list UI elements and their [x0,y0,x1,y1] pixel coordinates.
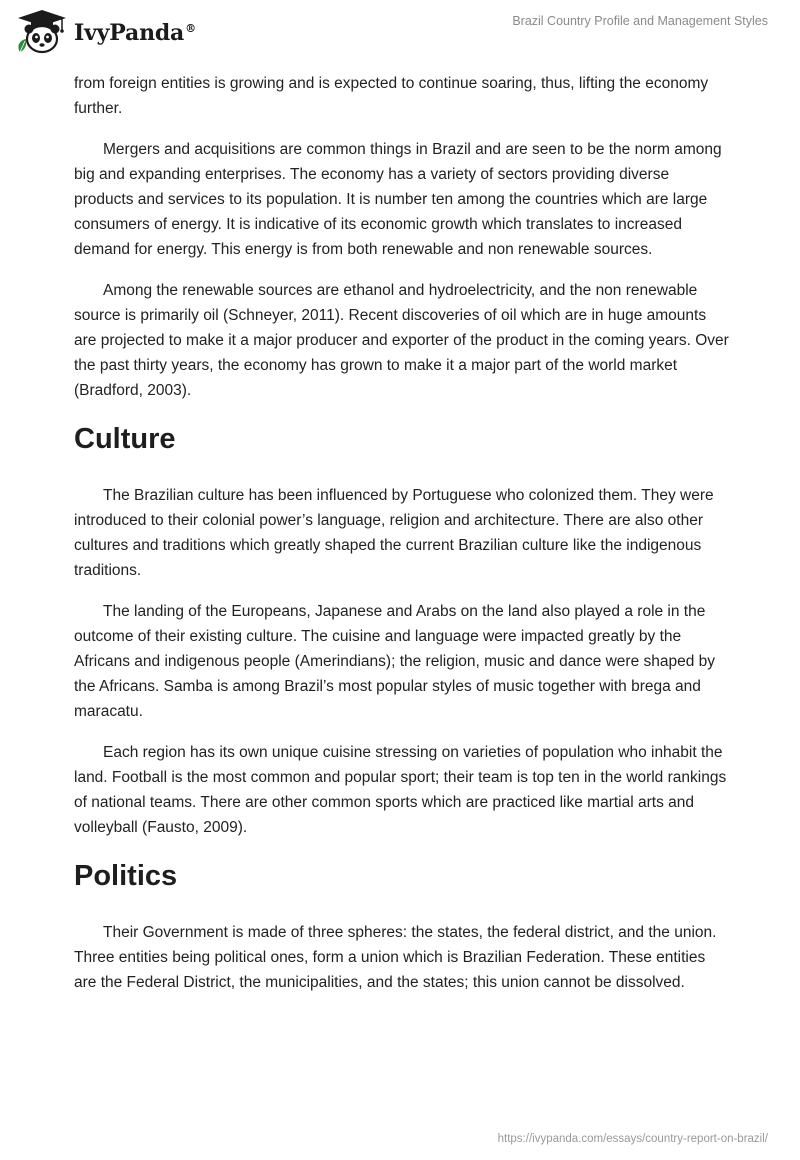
essay-body [74,71,730,1011]
paragraph: Mergers and acquisitions are common things in Brazil and are seen to be the norm among big and expanding enterprises. The economy has a variety of sectors providing diverse products and services to its population. It is number ten among the countries which are large consumers of energy. It is indicative of its economic growth which translates to increased demand for energy. This energy is from both renewable and non renewable sources. [74,141,722,258]
intro-paragraph: from foreign entities is growing and is expected to continue soaring, thus, lifting the economy further. [74,75,709,117]
section-heading-culture: Culture [74,423,176,455]
ivypanda-logo[interactable] [14,8,196,56]
source-url[interactable]: https://ivypanda.com/essays/country-report-on-brazil/ [497,1133,768,1145]
paragraph: The Brazilian culture has been influenced by Portuguese who colonized them. They were introduced to their colonial power’s language, religion and architecture. There are also other cultures and traditions which greatly shaped the current Brazilian culture like the indigenous traditions. [74,487,714,579]
paragraph: Their Government is made of three spheres: the states, the federal district, and the union. Three entities being political ones, form a union which is Brazilian Federation. These entities are the Federal District, the municipalities, and the states; this union cannot be dissolved. [74,924,717,991]
paragraph: Among the renewable sources are ethanol and hydroelectricity, and the non renewable source is primarily oil (Schneyer, 2011). Recent discoveries of oil which are in huge amounts are projected to make it a major producer and exporter of the product in the coming years. Over the past thirty years, the economy has grown to make it a major part of the world market (Bradford, 2003). [74,282,729,399]
page-header [0,0,800,62]
paragraph: Each region has its own unique cuisine stressing on varieties of population who inhabit the land. Football is the most common and popular sport; their team is top ten in the world rankings of national teams. There are other common sports which are practiced like martial arts and volleyball (Fausto, 2009). [74,744,727,836]
section-heading-politics: Politics [74,860,178,892]
document-title: Brazil Country Profile and Management Styles [512,14,768,28]
logo-wordmark: IvyPanda [74,20,185,46]
registered-mark: ® [185,21,196,35]
paragraph: The landing of the Europeans, Japanese and Arabs on the land also played a role in the outcome of their existing culture. The cuisine and language were impacted greatly by the Africans and indigenous people (Amerindians); the religion, music and dance were shaped by the Africans. Samba is among Brazil’s most popular styles of music together with brega and maracatu. [74,603,716,720]
logo-text [74,20,196,46]
panda-graduate-icon [14,8,70,56]
